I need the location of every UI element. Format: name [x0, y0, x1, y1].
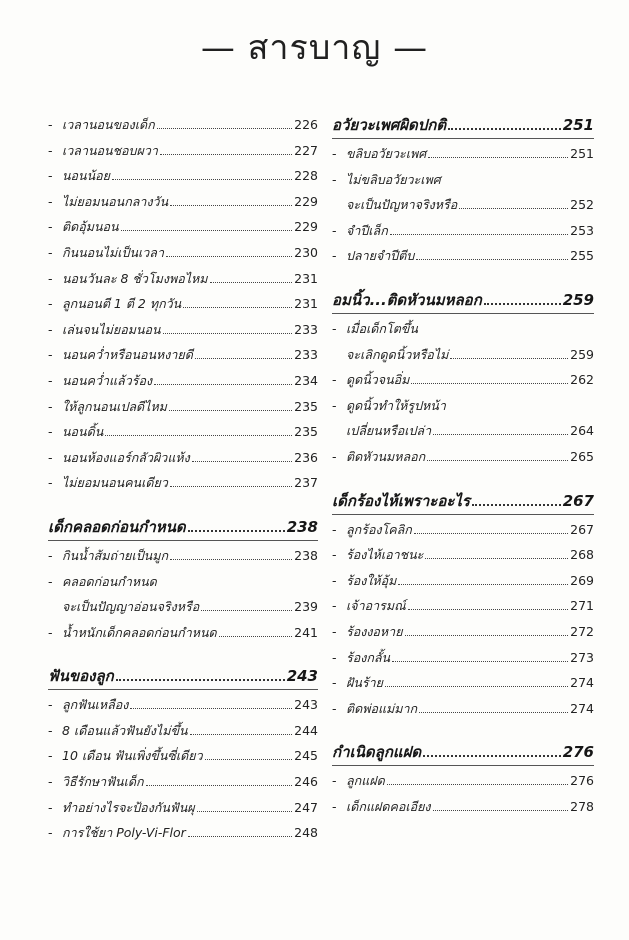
toc-entry-text: ติดอุ้มนอน — [62, 219, 119, 235]
dash-bullet-icon: - — [332, 146, 337, 161]
dash-bullet-icon: - — [332, 448, 337, 464]
dash-bullet-icon: - — [332, 547, 337, 563]
dot-leader — [201, 610, 292, 611]
toc-entry-text: ขลิบอวัยวะเพศ — [346, 146, 427, 161]
toc-entry-page-number: 235 — [294, 398, 318, 414]
dot-leader — [423, 755, 561, 757]
toc-entry[interactable] — [332, 768, 594, 794]
toc-entry[interactable] — [48, 189, 318, 215]
toc-entry-page-number: 268 — [570, 547, 594, 563]
toc-section — [332, 739, 594, 819]
toc-entry[interactable] — [332, 141, 594, 167]
dot-leader — [105, 435, 292, 436]
dash-bullet-icon: - — [48, 799, 53, 815]
toc-entry-page-number: 241 — [294, 624, 318, 640]
toc-entry-page-number: 273 — [570, 649, 594, 665]
dash-bullet-icon: - — [48, 547, 53, 563]
toc-entry-text: ลูกฟันเหลือง — [62, 697, 129, 713]
dot-leader — [433, 810, 569, 811]
toc-entry-page-number: 262 — [570, 372, 594, 388]
toc-entry[interactable] — [332, 192, 594, 218]
toc-entry-page-number: 227 — [294, 142, 318, 158]
toc-entry-page-number: 233 — [294, 321, 318, 337]
section-spacer — [332, 470, 594, 488]
dash-bullet-icon: - — [332, 572, 337, 588]
dot-leader — [160, 154, 292, 155]
dash-bullet-icon: - — [48, 697, 53, 713]
toc-entry[interactable] — [48, 317, 318, 343]
toc-entry-page-number: 274 — [570, 700, 594, 716]
toc-entry-page-number: 269 — [570, 572, 594, 588]
dot-leader — [188, 530, 285, 532]
toc-entry[interactable] — [48, 394, 318, 420]
toc-entry[interactable] — [48, 291, 318, 317]
dash-bullet-icon: - — [48, 449, 53, 465]
dash-bullet-icon: - — [332, 798, 337, 814]
section-heading[interactable] — [332, 112, 594, 138]
dash-bullet-icon: - — [332, 248, 337, 264]
toc-entry-text: ทำอย่างไรจะป้องกันฟันผุ — [62, 799, 195, 815]
dash-bullet-icon: - — [332, 372, 337, 388]
dash-bullet-icon: - — [332, 598, 337, 614]
toc-entry[interactable] — [332, 794, 594, 820]
section-heading-text: อวัยวะเพศผิดปกติ — [332, 116, 447, 134]
toc-entry[interactable] — [48, 266, 318, 292]
section-page-number: 276 — [562, 743, 594, 762]
dash-bullet-icon: - — [48, 573, 53, 589]
section-heading-text: เด็กคลอดก่อนกำหนด — [48, 517, 186, 536]
toc-entry-page-number: 231 — [294, 270, 318, 286]
toc-entry-text: จำปีเล็ก — [346, 222, 388, 238]
toc-entry-text: ไม่ยอมนอนกลางวัน — [62, 193, 169, 209]
toc-entry-text: กินน้ำส้มถ่ายเป็นมูก — [62, 547, 169, 563]
dash-bullet-icon: - — [332, 521, 337, 537]
toc-entry-page-number: 252 — [570, 197, 594, 213]
toc-entry[interactable] — [332, 393, 594, 419]
toc-entry-text: วิธีรักษาฟันเด็ก — [62, 774, 144, 790]
toc-entry-page-number: 234 — [294, 372, 318, 388]
dash-bullet-icon: - — [48, 321, 53, 337]
toc-entry-page-number: 238 — [294, 547, 318, 563]
toc-entry[interactable] — [48, 112, 318, 138]
toc-entry[interactable] — [48, 214, 318, 240]
toc-entry-page-number: 267 — [570, 521, 594, 537]
dot-leader — [197, 811, 293, 812]
toc-entry-page-number: 229 — [294, 193, 318, 209]
toc-entry-text: เวลานอนชอบผวา — [62, 142, 158, 158]
toc-entry-page-number: 244 — [294, 722, 318, 738]
dot-leader — [459, 208, 568, 209]
toc-entry-page-number: 255 — [570, 248, 594, 264]
dash-bullet-icon: - — [332, 171, 337, 187]
toc-entry-text: จะเป็นปัญญาอ่อนจริงหรือ — [62, 599, 200, 615]
section-heading-text: กำเนิดลูกแฝด — [332, 743, 422, 762]
toc-entry[interactable] — [332, 218, 594, 244]
dot-leader — [166, 256, 292, 257]
dot-leader — [387, 784, 568, 785]
toc-entry[interactable] — [332, 418, 594, 444]
dot-leader — [472, 504, 561, 506]
dot-leader — [130, 708, 292, 709]
toc-entry[interactable] — [332, 367, 594, 393]
toc-entry-text: เวลานอนของเด็ก — [62, 117, 155, 132]
toc-entry-page-number: 231 — [294, 296, 318, 312]
toc-entry[interactable] — [332, 342, 594, 368]
toc-entry-text: ให้ลูกนอนเปลดีไหม — [62, 398, 167, 414]
page-title: — สารบาญ — — [200, 28, 429, 68]
toc-entry[interactable] — [332, 619, 594, 645]
toc-entry[interactable] — [332, 696, 594, 722]
toc-entry-text: นอนน้อย — [62, 168, 110, 184]
toc-entry-page-number: 253 — [570, 222, 594, 238]
dot-leader — [433, 434, 568, 435]
dot-leader — [169, 410, 292, 411]
dash-bullet-icon: - — [48, 296, 53, 312]
dash-bullet-icon: - — [332, 397, 337, 413]
toc-entry-text: เมื่อเด็กโตขึ้น — [346, 320, 418, 336]
toc-entry-page-number: 239 — [294, 599, 318, 615]
dash-bullet-icon: - — [48, 244, 53, 260]
dot-leader — [146, 785, 293, 786]
toc-entry[interactable] — [48, 138, 318, 164]
dot-leader — [157, 128, 292, 129]
toc-entry[interactable] — [48, 620, 318, 646]
toc-entry-text: 10 เดือน ฟันเพิ่งขึ้นซี่เดียว — [62, 748, 203, 764]
dash-bullet-icon: - — [48, 347, 53, 363]
toc-entry-text: การใช้ยา Poly-Vi-Flor — [62, 825, 186, 841]
dot-leader — [392, 661, 568, 662]
dot-leader — [427, 460, 568, 461]
toc-entry-page-number: 274 — [570, 675, 594, 691]
toc-section — [332, 287, 594, 470]
dot-leader — [183, 307, 292, 308]
section-spacer — [332, 721, 594, 739]
toc-section — [48, 112, 318, 496]
section-page-number: 243 — [286, 667, 318, 686]
section-spacer — [48, 496, 318, 514]
toc-entry[interactable] — [48, 692, 318, 718]
section-rule — [332, 514, 594, 515]
toc-entry-page-number: 248 — [294, 825, 318, 841]
dash-bullet-icon: - — [332, 623, 337, 639]
toc-entry-page-number: 271 — [570, 598, 594, 614]
toc-entry-text: เด็กแฝดคอเอียง — [346, 798, 431, 814]
section-heading[interactable] — [332, 739, 594, 765]
toc-entry[interactable] — [48, 718, 318, 744]
toc-entry-page-number: 236 — [294, 449, 318, 465]
dot-leader — [405, 635, 569, 636]
toc-entry-page-number: 229 — [294, 219, 318, 235]
dot-leader — [390, 234, 568, 235]
toc-entry-text: เจ้าอารมณ์ — [346, 598, 406, 614]
dot-leader — [484, 303, 561, 305]
section-rule — [332, 138, 594, 139]
toc-entry[interactable] — [48, 240, 318, 266]
toc-entry-text: ร้องงอหาย — [346, 623, 403, 639]
toc-entry[interactable] — [48, 368, 318, 394]
toc-entry-page-number: 235 — [294, 424, 318, 440]
toc-entry-text: น้ำหนักเด็กคลอดก่อนกำหนด — [62, 624, 217, 640]
section-heading[interactable] — [48, 663, 318, 689]
section-page-number: 267 — [562, 491, 594, 510]
toc-entry[interactable] — [332, 243, 594, 269]
toc-entry-page-number: 278 — [570, 798, 594, 814]
dot-leader — [170, 559, 292, 560]
toc-entry-text: จะเลิกดูดนิ้วหรือไม่ — [346, 346, 449, 362]
toc-entry[interactable] — [332, 568, 594, 594]
toc-entry[interactable] — [48, 163, 318, 189]
toc-entry-page-number: 237 — [294, 475, 318, 491]
toc-entry[interactable] — [48, 820, 318, 846]
toc-entry[interactable] — [48, 342, 318, 368]
toc-section — [332, 488, 594, 722]
toc-section — [48, 663, 318, 846]
dot-leader — [448, 128, 561, 130]
toc-section — [332, 112, 594, 269]
toc-entry[interactable] — [48, 769, 318, 795]
section-page-number: 251 — [562, 116, 594, 134]
dash-bullet-icon: - — [48, 398, 53, 414]
toc-entry[interactable] — [332, 517, 594, 543]
section-rule — [48, 540, 318, 541]
toc-entry-text: 8 เดือนแล้วฟันยังไม่ขึ้น — [62, 722, 188, 738]
toc-entry-text: นอนวันละ 8 ชั่วโมงพอไหม — [62, 270, 208, 286]
dash-bullet-icon: - — [48, 774, 53, 790]
dot-leader — [408, 609, 568, 610]
dot-leader — [450, 358, 568, 359]
toc-entry[interactable] — [332, 645, 594, 671]
toc-entry-text: ไม่ยอมนอนคนเดียว — [62, 475, 168, 491]
section-heading[interactable] — [48, 514, 318, 540]
toc-entry-text: ลูกร้องโคลิก — [346, 521, 412, 537]
dot-leader — [170, 486, 292, 487]
toc-entry-page-number: 259 — [570, 346, 594, 362]
toc-entry-text: นอนคว่ำแล้วร้อง — [62, 372, 153, 388]
toc-entry-page-number: 264 — [570, 423, 594, 439]
section-heading[interactable] — [332, 488, 594, 514]
dash-bullet-icon: - — [332, 222, 337, 238]
toc-entry[interactable] — [48, 743, 318, 769]
dot-leader — [163, 333, 293, 334]
toc-entry-text: ติดหัวนมหลอก — [346, 448, 426, 464]
toc-entry[interactable] — [48, 795, 318, 821]
toc-entry-text: เล่นจนไม่ยอมนอน — [62, 321, 161, 337]
toc-entry-text: กินนอนไม่เป็นเวลา — [62, 244, 164, 260]
dot-leader — [385, 686, 568, 687]
toc-entry[interactable] — [48, 543, 318, 569]
section-heading-text: ฟันของลูก — [48, 667, 114, 686]
toc-entry[interactable] — [48, 470, 318, 496]
toc-entry-text: นอนดิ้น — [62, 424, 104, 440]
toc-entry-page-number: 230 — [294, 244, 318, 260]
toc-right-column — [332, 112, 594, 819]
section-page-number: 238 — [286, 517, 318, 536]
dot-leader — [195, 358, 292, 359]
dash-bullet-icon: - — [332, 320, 337, 336]
dot-leader — [411, 383, 568, 384]
dash-bullet-icon: - — [48, 117, 53, 132]
toc-entry-text: ร้องให้อุ้ม — [346, 572, 397, 588]
dash-bullet-icon: - — [332, 773, 337, 789]
dash-bullet-icon: - — [332, 700, 337, 716]
section-rule — [332, 313, 594, 314]
toc-entry-text: คลอดก่อนกำหนด — [62, 573, 157, 589]
toc-entry-text: ฝันร้าย — [346, 675, 383, 691]
toc-entry[interactable] — [48, 569, 318, 595]
dot-leader — [219, 636, 293, 637]
toc-entry-text: นอนห้องแอร์กลัวผิวแห้ง — [62, 449, 190, 465]
dash-bullet-icon: - — [48, 722, 53, 738]
toc-entry-page-number: 243 — [294, 697, 318, 713]
toc-entry[interactable] — [48, 594, 318, 620]
toc-entry-page-number: 272 — [570, 623, 594, 639]
section-spacer — [48, 645, 318, 663]
toc-section — [48, 514, 318, 645]
dash-bullet-icon: - — [48, 424, 53, 440]
toc-entry-page-number: 276 — [570, 773, 594, 789]
dash-bullet-icon: - — [48, 372, 53, 388]
toc-entry-page-number: 265 — [570, 448, 594, 464]
dot-leader — [154, 384, 292, 385]
section-spacer — [332, 269, 594, 287]
toc-entry-text: เปลี่ยนหรือเปล่า — [346, 423, 432, 439]
toc-entry[interactable] — [332, 316, 594, 342]
dot-leader — [190, 734, 293, 735]
dash-bullet-icon: - — [48, 825, 53, 841]
dot-leader — [416, 259, 568, 260]
dot-leader — [116, 679, 285, 681]
section-heading-text: เด็กร้องไห้เพราะอะไร — [332, 491, 470, 510]
dot-leader — [188, 836, 292, 837]
toc-entry[interactable] — [332, 670, 594, 696]
toc-entry-text: ลูกนอนตี 1 ตี 2 ทุกวัน — [62, 296, 182, 312]
toc-entry-page-number: 226 — [294, 117, 318, 132]
toc-entry-page-number: 251 — [570, 146, 594, 161]
toc-entry-text: นอนคว่ำหรือนอนหงายดี — [62, 347, 193, 363]
dash-bullet-icon: - — [332, 675, 337, 691]
toc-entry-page-number: 228 — [294, 168, 318, 184]
toc-entry-text: ดูดนิ้วจนอิ่ม — [346, 372, 410, 388]
toc-entry[interactable] — [332, 167, 594, 193]
section-rule — [48, 689, 318, 690]
toc-entry-text: ร้องไห้เอาชนะ — [346, 547, 424, 563]
toc-entry-text: ติดพ่อแม่มาก — [346, 700, 418, 716]
dot-leader — [192, 461, 292, 462]
dot-leader — [170, 205, 292, 206]
dash-bullet-icon: - — [48, 168, 53, 184]
toc-entry-text: ปลายจำปีตีบ — [346, 248, 415, 264]
dot-leader — [414, 533, 568, 534]
toc-entry-page-number: 247 — [294, 799, 318, 815]
dot-leader — [121, 230, 293, 231]
dot-leader — [428, 157, 568, 158]
dash-bullet-icon: - — [48, 270, 53, 286]
dot-leader — [398, 584, 568, 585]
toc-entry-text: ร้องกลั้น — [346, 649, 391, 665]
dash-bullet-icon: - — [48, 142, 53, 158]
toc-entry-page-number: 246 — [294, 774, 318, 790]
toc-entry-text: ลูกแฝด — [346, 773, 385, 789]
dash-bullet-icon: - — [48, 193, 53, 209]
toc-entry-text: ดูดนิ้วทำให้รูปหน้า — [346, 397, 446, 413]
dash-bullet-icon: - — [48, 475, 53, 491]
dash-bullet-icon: - — [48, 624, 53, 640]
toc-entry[interactable] — [48, 419, 318, 445]
toc-entry[interactable] — [332, 542, 594, 568]
toc-entry-page-number: 233 — [294, 347, 318, 363]
section-heading-text: อมนิ้ว...ติดหัวนมหลอก — [332, 290, 482, 309]
toc-entry-text: ไม่ขลิบอวัยวะเพศ — [346, 171, 441, 187]
section-page-number: 259 — [562, 290, 594, 309]
toc-entry[interactable] — [332, 593, 594, 619]
toc-entry[interactable] — [48, 445, 318, 471]
toc-entry-text: จะเป็นปัญหาจริงหรือ — [346, 197, 458, 213]
dot-leader — [112, 179, 292, 180]
dot-leader — [419, 712, 568, 713]
dash-bullet-icon: - — [48, 219, 53, 235]
dot-leader — [210, 282, 293, 283]
toc-entry-page-number: 245 — [294, 748, 318, 764]
section-heading[interactable] — [332, 287, 594, 313]
toc-left-column — [48, 112, 318, 846]
toc-entry[interactable] — [332, 444, 594, 470]
dot-leader — [205, 759, 293, 760]
dash-bullet-icon: - — [332, 649, 337, 665]
dot-leader — [425, 558, 568, 559]
dash-bullet-icon: - — [48, 748, 53, 764]
section-rule — [332, 765, 594, 766]
